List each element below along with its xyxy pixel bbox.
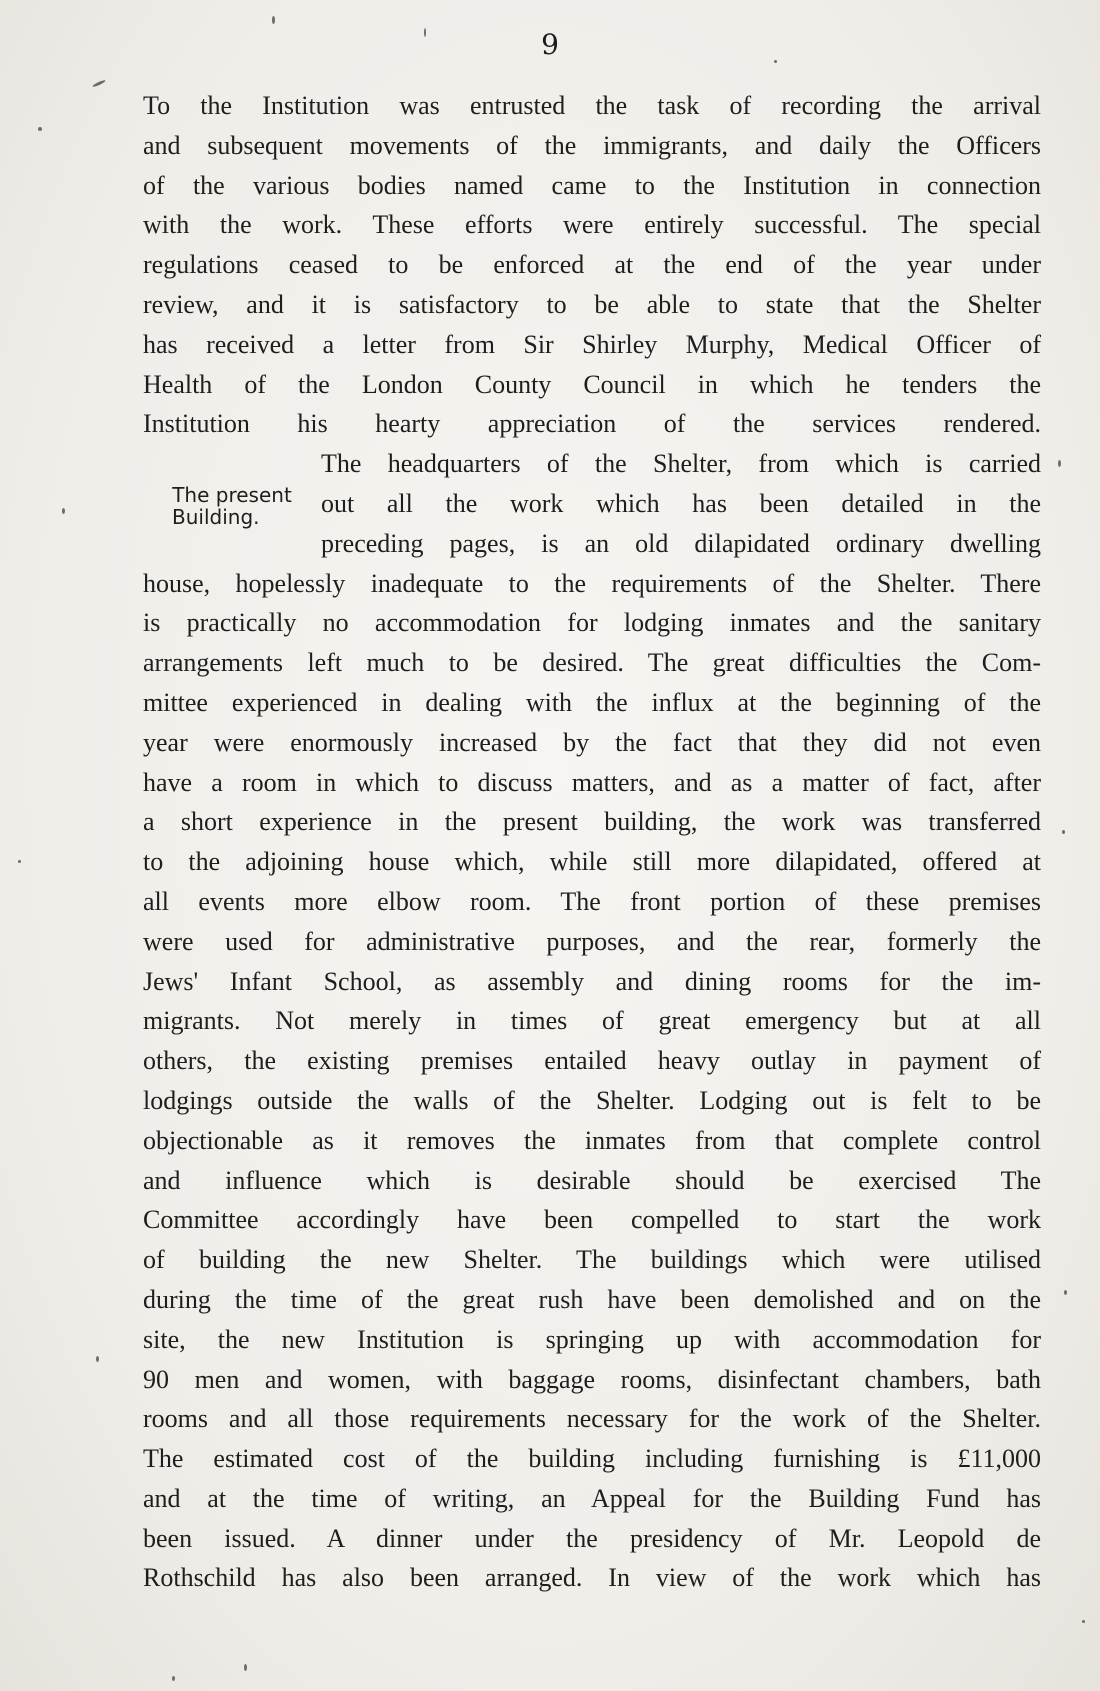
text-line: 90 men and women, with baggage rooms, disinfectant chambers, bath [143, 1364, 1041, 1394]
scan-speck [38, 127, 42, 131]
text-line: objectionable as it removes the inmates from that complete control [143, 1125, 1041, 1155]
text-line: review, and it is satisfactory to be able to state that the Shelter [143, 289, 1041, 319]
scan-speck [92, 79, 106, 88]
text-line: and influence which is desirable should be exercised The [143, 1165, 1041, 1195]
text-line: Rothschild has also been arranged. In view of the work which has [143, 1563, 1041, 1593]
paragraph-1 [143, 86, 1041, 444]
paragraph-2 [143, 564, 1041, 1599]
text-line: migrants. Not merely in times of great emergency but at all [143, 1006, 1041, 1036]
text-line: of the various bodies named came to the Institution in connection [143, 170, 1041, 200]
text-line: is practically no accommodation for lodging inmates and the sanitary [143, 608, 1041, 638]
text-line: all events more elbow room. The front portion of these premises [143, 886, 1041, 916]
text-line: during the time of the great rush have been demolished and on the [143, 1284, 1041, 1314]
text-line: preceding pages, is an old dilapidated ordinary dwelling [321, 528, 1041, 558]
text-line: mittee experienced in dealing with the influx at the beginning of the [143, 687, 1041, 717]
text-line: The headquarters of the Shelter, from which is carried [321, 449, 1041, 479]
text-line: out all the work which has been detailed in the [321, 488, 1041, 518]
body-text [143, 86, 1041, 1598]
scan-speck [272, 16, 275, 24]
text-line: to the adjoining house which, while still more dilapidated, offered at [143, 847, 1041, 877]
text-line: year were enormously increased by the fact that they did not even [143, 727, 1041, 757]
scan-speck [1082, 1620, 1085, 1623]
paragraph-2-indented [143, 444, 1041, 563]
scan-speck [774, 60, 777, 63]
scan-speck [244, 1664, 247, 1671]
text-line: were used for administrative purposes, and the rear, formerly the [143, 926, 1041, 956]
side-heading-line: The present [172, 483, 292, 507]
scan-speck [424, 28, 426, 37]
text-line: house, hopelessly inadequate to the requirements of the Shelter. There [143, 568, 1041, 598]
scan-speck [1062, 830, 1065, 834]
text-line: others, the existing premises entailed heavy outlay in payment of [143, 1046, 1041, 1076]
text-line: The estimated cost of the building including furnishing is £11,000 [143, 1444, 1041, 1474]
scan-speck [18, 860, 21, 863]
text-line: arrangements left much to be desired. The great difficulties the Com- [143, 648, 1041, 678]
text-line: with the work. These efforts were entirely successful. The special [143, 210, 1041, 240]
text-line: lodgings outside the walls of the Shelter. Lodging out is felt to be [143, 1085, 1041, 1115]
text-line: of building the new Shelter. The buildings which were utilised [143, 1245, 1041, 1275]
text-line: To the Institution was entrusted the task of recording the arrival [143, 91, 1041, 120]
text-line: Committee accordingly have been compelled to start the work [143, 1205, 1041, 1235]
text-line: been issued. A dinner under the presidency of Mr. Leopold de [143, 1523, 1041, 1553]
scan-speck [96, 1356, 99, 1362]
text-line: has received a letter from Sir Shirley Murphy, Medical Officer of [143, 329, 1041, 359]
scan-speck [1058, 460, 1061, 467]
text-line: regulations ceased to be enforced at the end of the year under [143, 250, 1041, 280]
text-line: and at the time of writing, an Appeal for the Building Fund has [143, 1483, 1041, 1513]
side-heading-line: Building. [172, 505, 260, 529]
text-line: Jews' Infant School, as assembly and dining rooms for the im- [143, 966, 1041, 996]
text-line: a short experience in the present building, the work was transferred [143, 807, 1041, 837]
text-line: Institution his hearty appreciation of the services rendered. [143, 409, 1041, 439]
text-line: have a room in which to discuss matters, and as a matter of fact, after [143, 767, 1041, 797]
text-line: Health of the London County Council in which he tenders the [143, 369, 1041, 399]
scan-speck [1064, 1290, 1067, 1295]
text-line: and subsequent movements of the immigrants, and daily the Officers [143, 130, 1041, 160]
scan-speck [172, 1676, 175, 1681]
text-line: site, the new Institution is springing up with accommodation for [143, 1324, 1041, 1354]
scan-speck [62, 508, 65, 514]
text-line: rooms and all those requirements necessary for the work of the Shelter. [143, 1404, 1041, 1434]
page-number: 9 [541, 28, 559, 61]
